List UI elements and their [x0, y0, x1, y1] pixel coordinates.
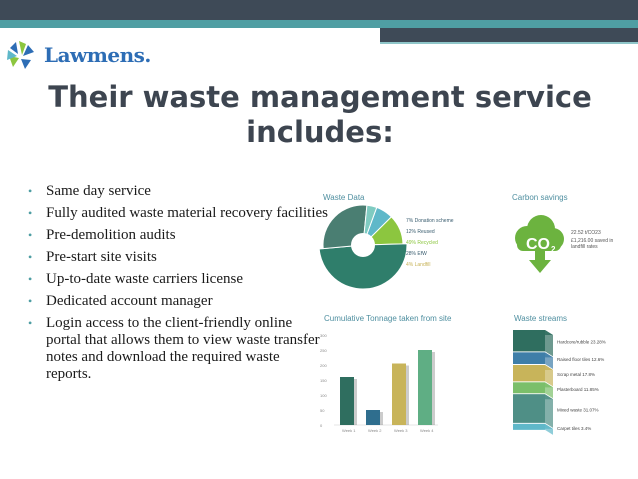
stream-label: Plasterboard 11.85% [557, 386, 599, 392]
title-line-2: includes: [246, 115, 394, 149]
bullet-icon: • [28, 206, 33, 220]
waste-streams-chart [505, 322, 638, 437]
y-tick-label: 150 [320, 378, 327, 383]
lawmens-logo [4, 36, 151, 74]
stream-block [513, 382, 545, 393]
stream-label: Carpet tiles 3.4% [557, 425, 592, 431]
y-tick-label: 0 [320, 423, 323, 428]
stream-block [513, 394, 545, 423]
carbon-savings-title: Carbon savings [512, 193, 568, 202]
y-tick-label: 200 [320, 363, 327, 368]
list-item: • Fully audited waste material recovery facilities [28, 205, 328, 221]
title-line-1: Their waste management service [48, 80, 592, 114]
bullet-icon: • [28, 184, 33, 198]
stream-block [513, 365, 545, 381]
carbon-text-3: landfill rates [571, 244, 598, 250]
waste-streams-title: Waste streams [514, 314, 568, 323]
logo-icon [4, 38, 38, 72]
bullet-icon: • [28, 250, 33, 264]
bar [392, 364, 406, 426]
stream-label: Mixed waste 31.07% [557, 407, 599, 413]
pie-legend-label: 28% EfW [406, 251, 427, 257]
pie-legend-label: 7% Donation scheme [406, 218, 454, 224]
pie-legend-label: 12% Reused [406, 229, 435, 235]
list-item: • Up-to-date waste carriers license [28, 271, 243, 287]
teal-band [0, 20, 638, 28]
tonnage-bar-chart [318, 325, 443, 440]
stream-label: Scrap metal 17.8% [557, 372, 596, 378]
stream-block-side [545, 330, 553, 356]
pie-legend-label: 4% Landfill [406, 262, 431, 268]
co2-cloud-icon [515, 215, 564, 273]
y-tick-label: 300 [320, 333, 327, 338]
x-tick-label: Week 2 [368, 428, 382, 433]
stream-block [513, 352, 545, 364]
co2-label: CO [526, 236, 550, 253]
y-tick-label: 250 [320, 348, 327, 353]
stream-block [513, 424, 545, 430]
waste-data-pie-chart [318, 200, 488, 300]
list-item: • Pre-start site visits [28, 249, 157, 265]
co2-sub: 2 [551, 245, 556, 254]
bar-side [354, 379, 357, 425]
bullet-icon: • [28, 294, 33, 308]
x-tick-label: Week 3 [394, 428, 408, 433]
stream-block [513, 330, 545, 351]
x-tick-label: Week 4 [420, 428, 434, 433]
stream-block-side [545, 394, 553, 428]
stream-label: Hardcore/rubble 23.28% [557, 339, 606, 345]
bullet-icon: • [28, 316, 33, 330]
dark-band-right [380, 28, 638, 42]
y-tick-label: 50 [320, 408, 325, 413]
y-tick-label: 100 [320, 393, 327, 398]
stream-label: Raised floor tiles 12.6% [557, 357, 605, 363]
bar-side [380, 412, 383, 425]
list-item: • Dedicated account manager [28, 293, 213, 309]
bar [366, 410, 380, 425]
x-tick-label: Week 1 [342, 428, 356, 433]
bar-side [432, 352, 435, 425]
bullet-icon: • [28, 272, 33, 286]
slide-title [40, 80, 600, 150]
bar-side [406, 366, 409, 426]
top-band [0, 0, 638, 20]
carbon-savings-panel [505, 203, 635, 293]
list-item: • Same day service [28, 183, 151, 199]
list-item: • Pre-demolition audits [28, 227, 176, 243]
bullet-icon: • [28, 228, 33, 242]
light-band-right [380, 42, 638, 44]
waste-data-title: Waste Data [323, 193, 365, 202]
bar [340, 377, 354, 425]
logo-text: Lawmens. [44, 43, 151, 67]
tonnage-title: Cumulative Tonnage taken from site [324, 314, 452, 323]
carbon-text-1: 22.52 t/CO23 [571, 230, 601, 236]
pie-legend-label: 49% Recycled [406, 240, 438, 246]
bar [418, 350, 432, 425]
pie-hole [351, 233, 375, 257]
list-item: • Login access to the client-friendly online portal that allows them to view waste transfer notes and download the required waste reports. [28, 315, 320, 382]
carbon-text-2: £1,216.00 saved in [571, 238, 614, 244]
services-list [28, 183, 328, 388]
